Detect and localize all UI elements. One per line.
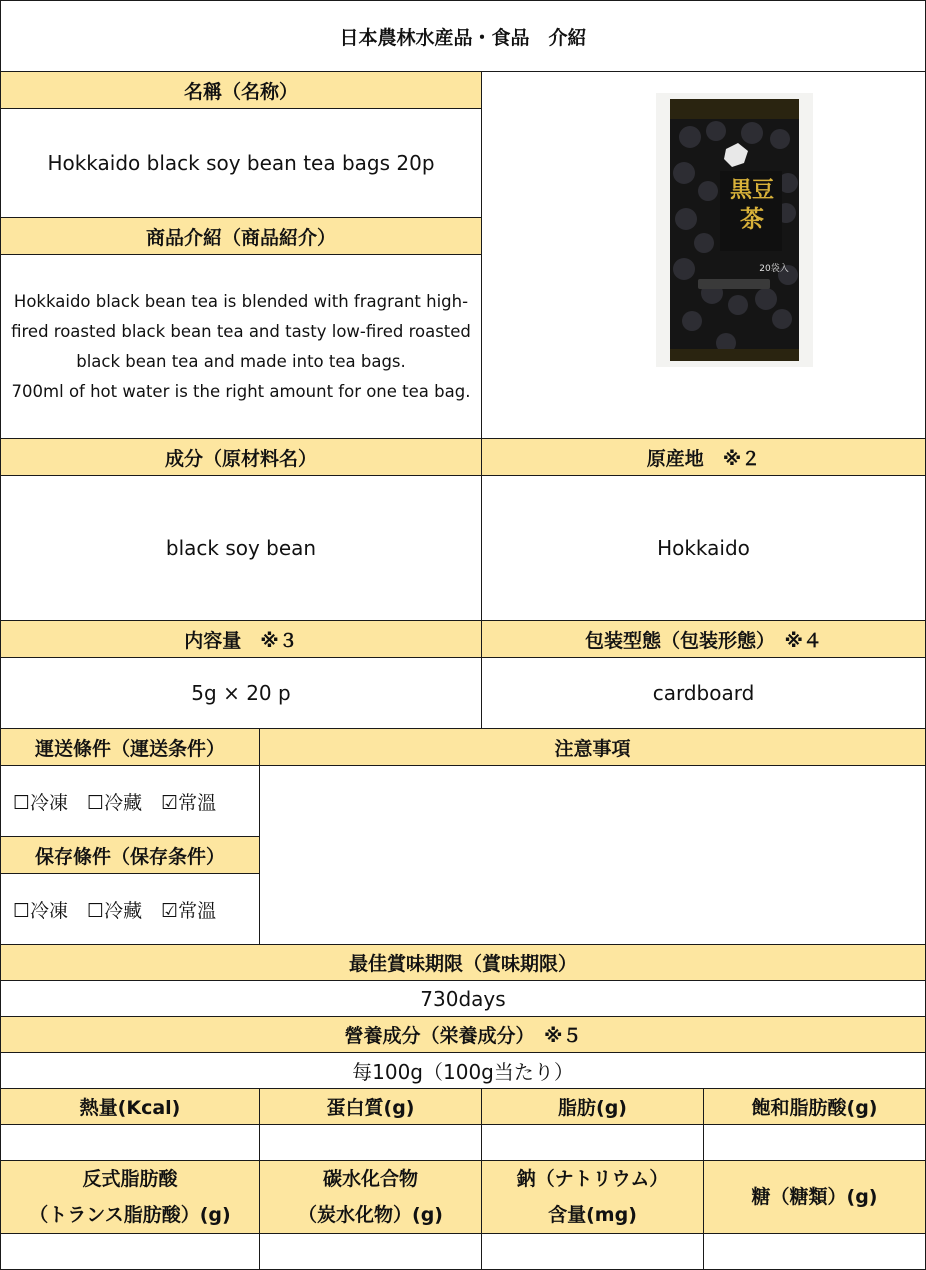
packaging-value: cardboard xyxy=(482,658,926,729)
sodium-header-line2: 含量(mg) xyxy=(548,1204,637,1226)
name-header: 名稱（名称） xyxy=(0,72,482,109)
origin-value: Hokkaido xyxy=(482,476,926,621)
package-brand-text: 黒豆 xyxy=(729,178,775,203)
nutrition-basis: 每100g（100g当たり） xyxy=(0,1053,926,1089)
trans-fat-header-line1: 反式脂肪酸 xyxy=(82,1168,178,1190)
sodium-header xyxy=(482,1161,704,1234)
sodium-value xyxy=(482,1234,704,1270)
document-title: 日本農林水産品・食品 介紹 xyxy=(0,0,926,72)
protein-header: 蛋白質(g) xyxy=(260,1089,482,1125)
sodium-header-line1: 鈉（ナトリウム） xyxy=(516,1168,669,1190)
carbohydrate-header xyxy=(260,1161,482,1234)
carbohydrate-header-line2: （炭水化物）(g) xyxy=(298,1204,443,1226)
trans-fat-header-line2: （トランス脂肪酸）(g) xyxy=(29,1204,231,1226)
fat-header: 脂肪(g) xyxy=(482,1089,704,1125)
contents-value: 5g × 20 p xyxy=(0,658,482,729)
storage-options: ☐冷凍 ☐冷藏 ☑常溫 xyxy=(0,874,260,945)
intro-description xyxy=(0,255,482,439)
intro-line: 700ml of hot water is the right amount for one tea bag. xyxy=(11,381,471,401)
tea-package-illustration xyxy=(656,93,813,367)
protein-value xyxy=(260,1125,482,1161)
trans-fat-header xyxy=(0,1161,260,1234)
origin-header: 原産地 ※２ xyxy=(482,439,926,476)
intro-line: fired roasted black bean tea and tasty low-fired roasted xyxy=(11,321,471,341)
carbohydrate-header-line1: 碳水化合物 xyxy=(322,1168,418,1190)
best-before-header: 最佳賞味期限（賞味期限） xyxy=(0,945,926,981)
sugar-header-line1: 糖（糖類）(g) xyxy=(751,1186,878,1208)
shipping-header: 運送條件（運送条件） xyxy=(0,729,260,766)
ingredients-value: black soy bean xyxy=(0,476,482,621)
energy-header: 熱量(Kcal) xyxy=(0,1089,260,1125)
svg-text:茶: 茶 xyxy=(740,205,764,233)
sugar-header xyxy=(704,1161,926,1234)
carbohydrate-value xyxy=(260,1234,482,1270)
saturated-fat-value xyxy=(704,1125,926,1161)
ingredients-header: 成分（原材料名） xyxy=(0,439,482,476)
notes-value xyxy=(260,766,926,945)
intro-header: 商品介紹（商品紹介） xyxy=(0,218,482,255)
intro-line: Hokkaido black bean tea is blended with fragrant high- xyxy=(13,291,469,311)
contents-header: 内容量 ※３ xyxy=(0,621,482,658)
storage-header: 保存條件（保存条件） xyxy=(0,837,260,874)
packaging-header: 包装型態（包装形態） ※４ xyxy=(482,621,926,658)
product-package-photo xyxy=(656,93,813,367)
saturated-fat-header: 飽和脂肪酸(g) xyxy=(704,1089,926,1125)
name-value: Hokkaido black soy bean tea bags 20p xyxy=(0,109,482,218)
notes-header: 注意事項 xyxy=(260,729,926,766)
fat-value xyxy=(482,1125,704,1161)
sugar-value xyxy=(704,1234,926,1270)
package-count-text: 20袋入 xyxy=(759,264,789,274)
intro-line: black bean tea and made into tea bags. xyxy=(76,351,406,371)
shipping-options: ☐冷凍 ☐冷藏 ☑常溫 xyxy=(0,766,260,837)
energy-value xyxy=(0,1125,260,1161)
best-before-value: 730days xyxy=(0,981,926,1017)
nutrition-header: 營養成分（栄養成分） ※５ xyxy=(0,1017,926,1053)
trans-fat-value xyxy=(0,1234,260,1270)
